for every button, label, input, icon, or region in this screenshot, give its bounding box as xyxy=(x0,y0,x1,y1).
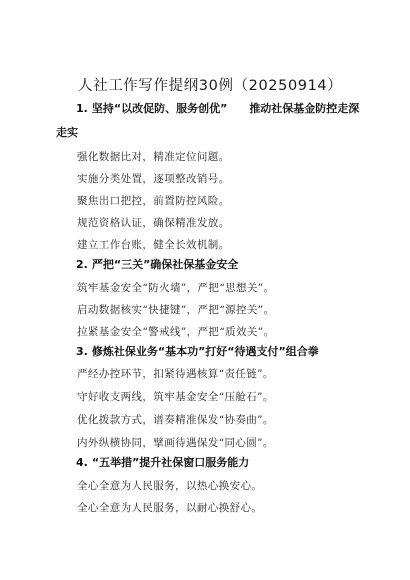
section-1-line-5: 建立工作台账，健全长效机制。 xyxy=(77,239,230,251)
section-3-line-2: 守好收支两线，筑牢基金安全“压舱石”。 xyxy=(77,391,274,403)
section-2-heading xyxy=(76,256,238,272)
section-2-line-3: 拉紧基金安全“警戒线”，严把“质效关”。 xyxy=(77,326,275,338)
section-4-heading xyxy=(76,454,249,470)
section-3-line-4: 内外纵横协同，擘画待遇保发“同心圆”。 xyxy=(77,437,274,449)
section-3-heading xyxy=(76,343,319,359)
section-2-line-1: 筑牢基金安全“防火墙”，严把“思想关”。 xyxy=(77,282,275,294)
section-1-line-1: 强化数据比对，精准定位问题。 xyxy=(77,151,230,163)
section-1-heading-part1: 坚持“以改促防、服务创优” xyxy=(91,102,228,115)
section-1-heading-part2: 推动社保基金防控走深 xyxy=(249,102,360,115)
section-1-heading xyxy=(76,100,359,116)
section-3-heading-text: 修炼社保业务“基本功”打好“待遇支付”组合拳 xyxy=(91,345,319,358)
section-3-line-1: 严经办控环节，扣紧待遇核算“责任链”。 xyxy=(77,368,274,380)
section-2-number: 2. xyxy=(76,258,88,271)
section-2-heading-text: 严把“三关”确保社保基金安全 xyxy=(91,258,239,271)
section-4-number: 4. xyxy=(76,456,88,469)
section-1-number: 1. xyxy=(76,102,88,115)
section-4-line-1: 全心全意为人民服务，以热心换安心。 xyxy=(77,480,263,492)
section-2-line-2: 启动数据核实“快捷键”，严把“源控关”。 xyxy=(77,304,275,316)
document-title: 人社工作写作提纲30例（20250914） xyxy=(78,78,343,94)
section-1-line-2: 实施分类处置，逐项整改销号。 xyxy=(77,173,230,185)
section-3-line-3: 优化拨款方式，谱奏精准保发“协奏曲”。 xyxy=(77,414,274,426)
section-1-line-3: 聚焦出口把控，前置防控风险。 xyxy=(77,195,230,207)
section-4-line-2: 全心全意为人民服务，以耐心换舒心。 xyxy=(77,502,263,514)
section-4-heading-text: “五举措”提升社保窗口服务能力 xyxy=(91,456,250,469)
section-1-heading-continuation: 走实 xyxy=(56,126,78,139)
section-1-line-4: 规范资格认证，确保精准发放。 xyxy=(77,217,230,229)
section-3-number: 3. xyxy=(76,345,88,358)
